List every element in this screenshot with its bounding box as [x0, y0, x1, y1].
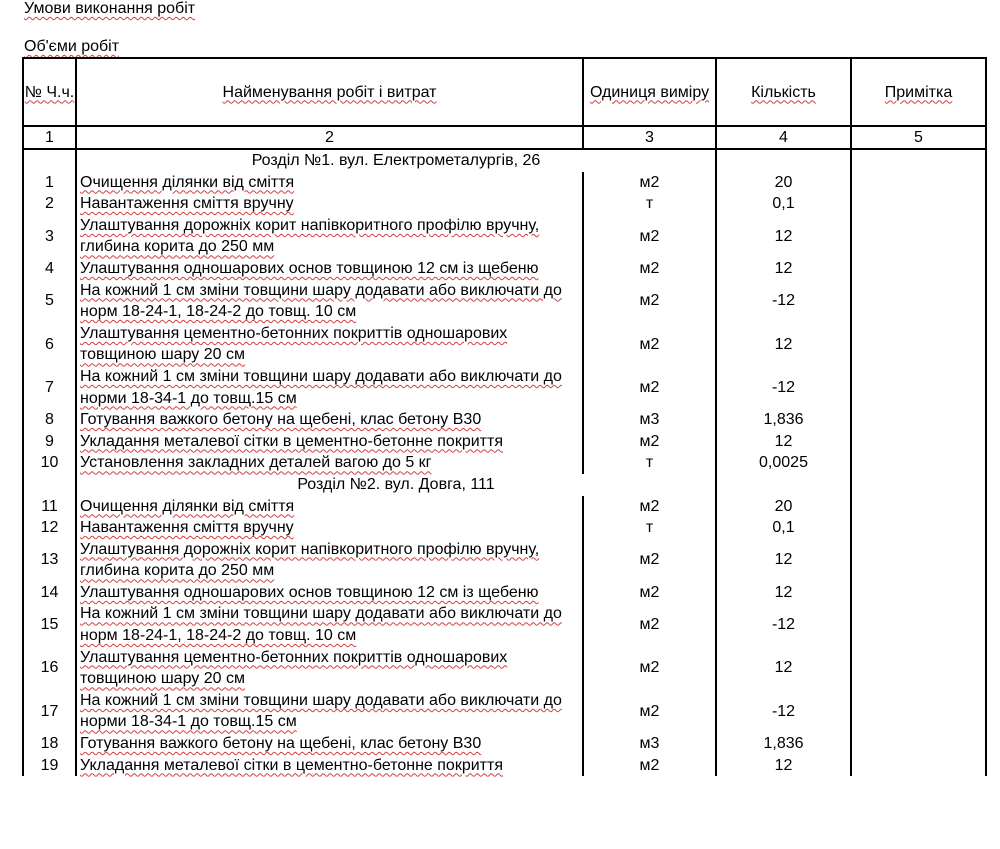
work-name: Готування важкого бетону на щебені, клас бетону В30 — [76, 409, 583, 431]
row-number: 6 — [23, 323, 76, 366]
note — [851, 690, 986, 733]
table-row — [23, 755, 986, 777]
row-number: 10 — [23, 452, 76, 474]
section-note-cell — [851, 149, 986, 172]
work-name: Навантаження сміття вручну — [76, 193, 583, 215]
unit: м2 — [583, 172, 716, 194]
row-number: 4 — [23, 258, 76, 280]
work-name: Укладання металевої сітки в цементно-бетонне покриття — [76, 431, 583, 453]
note — [851, 539, 986, 582]
volumes-heading: Об'єми робіт — [24, 38, 120, 55]
unit: м2 — [583, 603, 716, 646]
section-title: Розділ №2. вул. Довга, 111 — [76, 474, 716, 496]
work-name: Улаштування дорожніх корит напівкоритного профілю вручну, глибина корита до 250 мм — [76, 539, 583, 582]
work-name: Улаштування цементно-бетонних покриттів одношарових товщиною шару 20 см — [76, 647, 583, 690]
row-number: 18 — [23, 733, 76, 755]
header-number: № Ч.ч. — [23, 58, 76, 126]
quantity: 0,0025 — [716, 452, 851, 474]
note — [851, 280, 986, 323]
header-unit: Одиниця виміру — [583, 58, 716, 126]
note — [851, 755, 986, 777]
table-row — [23, 280, 986, 323]
table-row — [23, 496, 986, 518]
unit: т — [583, 517, 716, 539]
work-name: Улаштування цементно-бетонних покриттів одношарових товщиною шару 20 см — [76, 323, 583, 366]
table-row — [23, 409, 986, 431]
column-number: 2 — [76, 126, 583, 149]
unit: м2 — [583, 496, 716, 518]
unit: м2 — [583, 280, 716, 323]
quantity: 20 — [716, 172, 851, 194]
note — [851, 172, 986, 194]
row-number: 12 — [23, 517, 76, 539]
table-row — [23, 323, 986, 366]
quantity: 12 — [716, 582, 851, 604]
unit: м3 — [583, 409, 716, 431]
quantity: 12 — [716, 755, 851, 777]
row-number: 7 — [23, 366, 76, 409]
column-number: 4 — [716, 126, 851, 149]
work-name: Улаштування дорожніх корит напівкоритного профілю вручну, глибина корита до 250 мм — [76, 215, 583, 258]
unit: м2 — [583, 258, 716, 280]
row-number: 11 — [23, 496, 76, 518]
table-row — [23, 733, 986, 755]
table-row — [23, 258, 986, 280]
note — [851, 452, 986, 474]
quantity: 12 — [716, 539, 851, 582]
note — [851, 258, 986, 280]
quantity: 0,1 — [716, 517, 851, 539]
note — [851, 647, 986, 690]
row-number: 5 — [23, 280, 76, 323]
section-row — [23, 474, 986, 496]
row-number: 9 — [23, 431, 76, 453]
row-number: 8 — [23, 409, 76, 431]
conditions-heading: Умови виконання робіт — [24, 0, 196, 17]
unit: м2 — [583, 323, 716, 366]
header-work-name: Найменування робіт і витрат — [76, 58, 583, 126]
work-name: На кожний 1 см зміни товщини шару додавати або виключати до норми 18-34-1 до товщ.15 см — [76, 690, 583, 733]
section-row — [23, 149, 986, 172]
row-number: 14 — [23, 582, 76, 604]
row-number: 17 — [23, 690, 76, 733]
quantity: 12 — [716, 258, 851, 280]
quantity: 1,836 — [716, 733, 851, 755]
quantity: 12 — [716, 431, 851, 453]
work-name: На кожний 1 см зміни товщини шару додавати або виключати до норми 18-34-1 до товщ.15 см — [76, 366, 583, 409]
column-number: 5 — [851, 126, 986, 149]
note — [851, 603, 986, 646]
work-name: На кожний 1 см зміни товщини шару додавати або виключати до норм 18-24-1, 18-24-2 до товщ. 10 см — [76, 603, 583, 646]
quantity: 12 — [716, 323, 851, 366]
row-number: 16 — [23, 647, 76, 690]
quantity: 12 — [716, 647, 851, 690]
note — [851, 409, 986, 431]
note — [851, 733, 986, 755]
table-row — [23, 582, 986, 604]
table-row — [23, 366, 986, 409]
section-title: Розділ №1. вул. Електрометалургів, 26 — [76, 149, 716, 172]
section-note-cell — [851, 474, 986, 496]
section-quantity-cell — [716, 149, 851, 172]
section-quantity-cell — [716, 474, 851, 496]
section-number-cell — [23, 474, 76, 496]
work-name: Очищення ділянки від сміття — [76, 496, 583, 518]
unit: м2 — [583, 539, 716, 582]
table-row — [23, 690, 986, 733]
unit: м2 — [583, 215, 716, 258]
table-body — [23, 149, 986, 776]
unit: м2 — [583, 582, 716, 604]
work-name: Улаштування одношарових основ товщиною 12 см із щебеню — [76, 258, 583, 280]
header-quantity: Кількість — [716, 58, 851, 126]
row-number: 2 — [23, 193, 76, 215]
table-row — [23, 193, 986, 215]
note — [851, 517, 986, 539]
quantity: -12 — [716, 690, 851, 733]
table-row — [23, 539, 986, 582]
row-number: 13 — [23, 539, 76, 582]
column-number: 1 — [23, 126, 76, 149]
works-volume-table — [22, 57, 987, 776]
table-row — [23, 603, 986, 646]
column-number: 3 — [583, 126, 716, 149]
quantity: 0,1 — [716, 193, 851, 215]
quantity: -12 — [716, 280, 851, 323]
note — [851, 193, 986, 215]
quantity: -12 — [716, 603, 851, 646]
note — [851, 431, 986, 453]
section-number-cell — [23, 149, 76, 172]
column-number-row — [23, 126, 986, 149]
work-name: Улаштування одношарових основ товщиною 12 см із щебеню — [76, 582, 583, 604]
row-number: 1 — [23, 172, 76, 194]
work-name: Установлення закладних деталей вагою до 5 кг — [76, 452, 583, 474]
note — [851, 215, 986, 258]
table-header-row — [23, 58, 986, 126]
work-name: На кожний 1 см зміни товщини шару додавати або виключати до норм 18-24-1, 18-24-2 до товщ. 10 см — [76, 280, 583, 323]
row-number: 3 — [23, 215, 76, 258]
unit: м2 — [583, 431, 716, 453]
quantity: 12 — [716, 215, 851, 258]
table-row — [23, 172, 986, 194]
work-name: Навантаження сміття вручну — [76, 517, 583, 539]
unit: м2 — [583, 366, 716, 409]
work-name: Укладання металевої сітки в цементно-бетонне покриття — [76, 755, 583, 777]
table-row — [23, 215, 986, 258]
unit: м3 — [583, 733, 716, 755]
table-row — [23, 431, 986, 453]
unit: м2 — [583, 647, 716, 690]
note — [851, 582, 986, 604]
quantity: 20 — [716, 496, 851, 518]
work-name: Готування важкого бетону на щебені, клас бетону В30 — [76, 733, 583, 755]
unit: т — [583, 452, 716, 474]
unit: т — [583, 193, 716, 215]
table-row — [23, 647, 986, 690]
row-number: 19 — [23, 755, 76, 777]
work-name: Очищення ділянки від сміття — [76, 172, 583, 194]
quantity: -12 — [716, 366, 851, 409]
unit: м2 — [583, 755, 716, 777]
note — [851, 366, 986, 409]
table-row — [23, 452, 986, 474]
row-number: 15 — [23, 603, 76, 646]
note — [851, 323, 986, 366]
note — [851, 496, 986, 518]
header-note: Примітка — [851, 58, 986, 126]
table-row — [23, 517, 986, 539]
quantity: 1,836 — [716, 409, 851, 431]
unit: м2 — [583, 690, 716, 733]
